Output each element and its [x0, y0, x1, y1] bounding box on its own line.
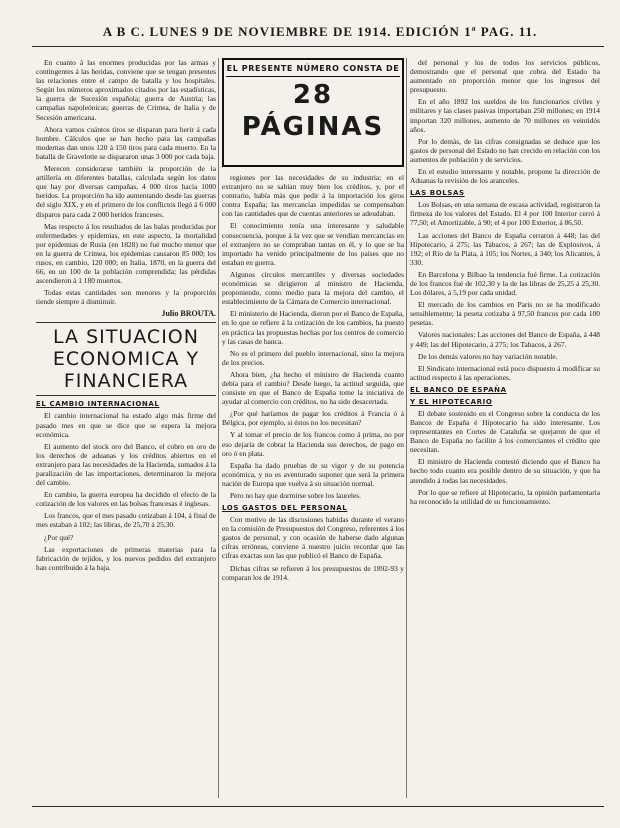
article-paragraph: Los francos, que el mes pasado cotizaban á 104, á final de mes estaban á 102; las libras, de 25,70 á 25,30.	[36, 511, 216, 530]
subheading: EL CAMBIO INTERNACIONAL	[36, 400, 160, 409]
column-right	[410, 58, 600, 798]
author-byline: Julio BROUTA.	[161, 309, 216, 319]
article-paragraph: Los Bolsas, en una semana de escasa actividad, registraron la firmeza de los valores del Estado. El 4 por 100 Interior cerró á 77,50; el Amortizable, á 90; el 4 por 100 Exterior, á 86,50.	[410, 200, 600, 228]
article-paragraph: Pero no hay que dormirse sobre los laureles.	[230, 491, 361, 500]
column-divider	[406, 58, 407, 798]
article-paragraph: El Sindicato internacional está poco dispuesto á modificar su actitud respecto á las operaciones.	[410, 363, 600, 382]
article-paragraph: El aumento del stock oro del Banco, el cobro en oro de los derechos de aduanas y los créditos abiertos en el extranjero para las necesidades de la Hacienda, sumados á la paralización de las importaciones, determinaron la mejora del cambio.	[36, 441, 216, 488]
column-middle	[222, 58, 404, 798]
article-paragraph: Las exportaciones de primeras materias para la fabricación de tejidos, y los nuevos pedidos del extranjero han contribuido á la baja.	[36, 544, 216, 572]
article-paragraph: El mercado de los cambios en París no se ha modificado sensiblemente; la peseta cotizaba á 97,50 francos por cada 100 pesetas.	[410, 300, 600, 328]
page-header: A B C. LUNES 9 DE NOVIEMBRE DE 1914. EDICIÓN 1ª PAG. 11.	[102, 24, 538, 39]
article-paragraph: En el año 1892 los sueldos de los funcionarios civiles y militares y las clases pasivas importaban 250 millones; en 1914 importan 320 millones, aumento de 70 millones en veintidós años.	[410, 97, 600, 134]
article-paragraph: Valores nacionales: Las acciones del Banco de España, á 448 y 449; las del Hipotecario, á 275; los Tabacos, á 267.	[410, 330, 600, 349]
article-paragraph: De los demás valores no hay variación notable.	[418, 351, 558, 361]
article-paragraph: El cambio internacional ha estado algo más firme del pasado mes en que se dice que se espera la mejora económica.	[36, 411, 216, 439]
article-paragraph: Por lo que se refiere al Hipotecario, la opinión parlamentaria ha reconocido la utilidad de su funcionamiento.	[410, 487, 600, 506]
article-paragraph: En Barcelona y Bilbao la tendencia fué firme. La cotización de los francos fué de 102,30 y la de las libras de 25,25 á 25,30. Los dólares, á 5,19 por cada unidad.	[410, 269, 600, 298]
column-left	[36, 58, 216, 798]
header-rule	[32, 46, 604, 47]
article-paragraph: En el estudio interesante y notable, propone la dirección de Aduanas la revisión de los aranceles.	[410, 167, 600, 186]
article-paragraph: El ministro de Hacienda contestó diciendo que el Banco ha hecho todo cuanto era posible dentro de su situación, y que ha atendido á todas las necesidades.	[410, 457, 600, 485]
article-paragraph: Mas respecto á los resultados de las balas producidas por enfermedades y epidemias, en este aspecto, la mortalidad por epidemias de Rusia (en 1828) no fué mucho menor que en la guerra de Crimea, los epidemias causaron 85 000; los rusos, en cambio, 120 000; en Italia, 1870, en la guerra del 66, en un 100 de la población comprendida; las pérdidas ascendieron á 1 180 muertos.	[36, 221, 216, 286]
article-paragraph: Merecen considerarse también la proporción de la artillería en diferentes batallas, calculada según los datos que hay por diversas campañas, 4 000 tiros hacia 1000 heridos. La proporción ha ido aumentando desde las guerras del siglo XIX, y en el primero de los conflictos llegó á 6 000 disparos para cada 2 000 heridos franceses.	[36, 164, 216, 219]
subheading: LAS BOLSAS	[410, 189, 465, 198]
banner-caption: EL PRESENTE NÚMERO CONSTA DE	[226, 64, 400, 77]
article-paragraph: Por lo demás, de las cifras consignadas se deduce que los gastos de personal del Estado no han crecido en relación con los aumentos de población y de servicios.	[410, 136, 600, 164]
footer-rule	[32, 806, 604, 807]
article-paragraph: Ahora bien, ¿ha hecho el ministro de Hacienda cuanto debía para el cambio? Desde luego, la actitud seguida, que consiste en que el Banco de España tome la iniciativa de ayudar al comercio con créditos, no ha sido desacertada.	[222, 369, 404, 407]
article-paragraph: Dichas cifras se refieren á los presupuestos de 1892-93 y comparan los de 1914.	[222, 563, 404, 582]
article-paragraph: ¿Por qué haríamos de pagar los créditos á Francia ó á Bélgica, por ejemplo, si éstos no los necesitan?	[222, 409, 404, 428]
article-paragraph: El debate sostenido en el Congreso sobre la conducta de los Bancos de España é Hipotecario ha sido interesante. Los representantes en Cortes de Cataluña se quejaron de que el Banco de España no facilite á los comerciantes el crédito que necesitan.	[410, 408, 600, 455]
article-paragraph: Y al tomar el precio de los francos como á prima, no por eso dejaría de cobrar la Hacienda sus derechos, de pago en oro ó en plata.	[222, 430, 404, 458]
subheading: EL BANCO DE ESPAÑA	[410, 385, 507, 394]
article-paragraph: El conocimiento tenía una interesante y saludable consecuencia, porque á la vez que se vendían mercancías en el extranjero no se compraban tantas en él, y lo que se ha importado ha venido principalmente de los países que no estaban en guerra.	[222, 221, 404, 267]
article-paragraph: Las acciones del Banco de España cerraron á 448; las del Hipotecario, á 275; las Tabacos, á 267; las de Explosivos, á 192; el Río de la Plata, á 105; los Nortes, á 340; los Alicantes, á 330.	[410, 230, 600, 267]
article-paragraph: No es el primero del pueblo internacional, sino la mejora de los precios.	[222, 348, 404, 367]
subheading: Y EL HIPOTECARIO	[410, 397, 493, 406]
article-paragraph: Ahora vamos cuántos tiros se disparan para herir á cada hombre. Cálculos que se han hecho para las campañas modernas dan unos 120 á 150 tiros para cada muerto. En la batalla de Gravelotte se dispararon unas 3 000 por cada baja.	[36, 124, 216, 161]
banner-space	[226, 143, 400, 161]
article-paragraph: Algunos círculos mercantiles y diversas sociedades económicas se dirigieron al ministro de Hacienda, proponiendo, como medio para la mejora del cambio, el establecimiento de la Cámara de Comercio internacional.	[222, 269, 404, 307]
article-paragraph: El ministerio de Hacienda, dieron por el Banco de España, en lo que se refiere á la cotización de los cambios, ha puesto en práctica las propuestas hechas por los centros de comercio y las casas de banca.	[222, 309, 404, 346]
page-count-banner	[222, 58, 404, 167]
section-title: LA SITUACION ECONOMICA Y FINANCIERA	[36, 322, 216, 396]
article-paragraph: Con motivo de las discusiones habidas durante el verano en la comisión de Presupuestos del Congreso, referentes á los gastos de personal, y con ocasión de haberse dado algunas cifras erróneas, conviene á nuestro juicio recordar que las cifras exactas son las que publicó el Banco de España.	[222, 515, 404, 561]
article-paragraph: En cuanto á las enormes producidas por las armas y contingentes á las heridas, conviene que se tengan presentes las relaciones entre el campo de batalla y los hospitales. Según los números aproximados citados por las estadísticas, la guerra de Sucesión española; guerra de Austria; las campañas napoleónicas; guerras de Crimea, de Italia y de Secesión americana.	[36, 58, 216, 122]
banner-headline: 28 PÁGINAS	[241, 80, 385, 142]
column-divider	[218, 58, 219, 798]
article-paragraph: ¿Por qué?	[44, 532, 74, 542]
article-paragraph: regiones por las necesidades de su industria; en el extranjero no se sabían muy bien los créditos, y, por el contrario, había más que pedir á la importación los giros contra España; las mercancías impedidas se compensaban con las cantidades que de cuentas anteriores se adeudaban.	[222, 173, 404, 219]
article-paragraph: Todas estas cantidades son menores y la proporción tiende siempre á disminuir.	[36, 288, 216, 307]
article-paragraph: En cambio, la guerra europea ha decidido el efecto de la cotización de los valores en las bolsas francesas é inglesas.	[36, 490, 216, 509]
article-paragraph: España ha dado pruebas de su vigor y de su potencia económica, y no es aventurado suponer que será la primera nación de Europa que vuelva á su situación normal.	[222, 460, 404, 488]
article-paragraph: del personal y los de todos los servicios públicos, demostrando que el personal que cobra del Estado ha aumentado en proporción menor que los ingresos del presupuesto.	[410, 58, 600, 95]
subheading: LOS GASTOS DEL PERSONAL	[222, 504, 348, 513]
